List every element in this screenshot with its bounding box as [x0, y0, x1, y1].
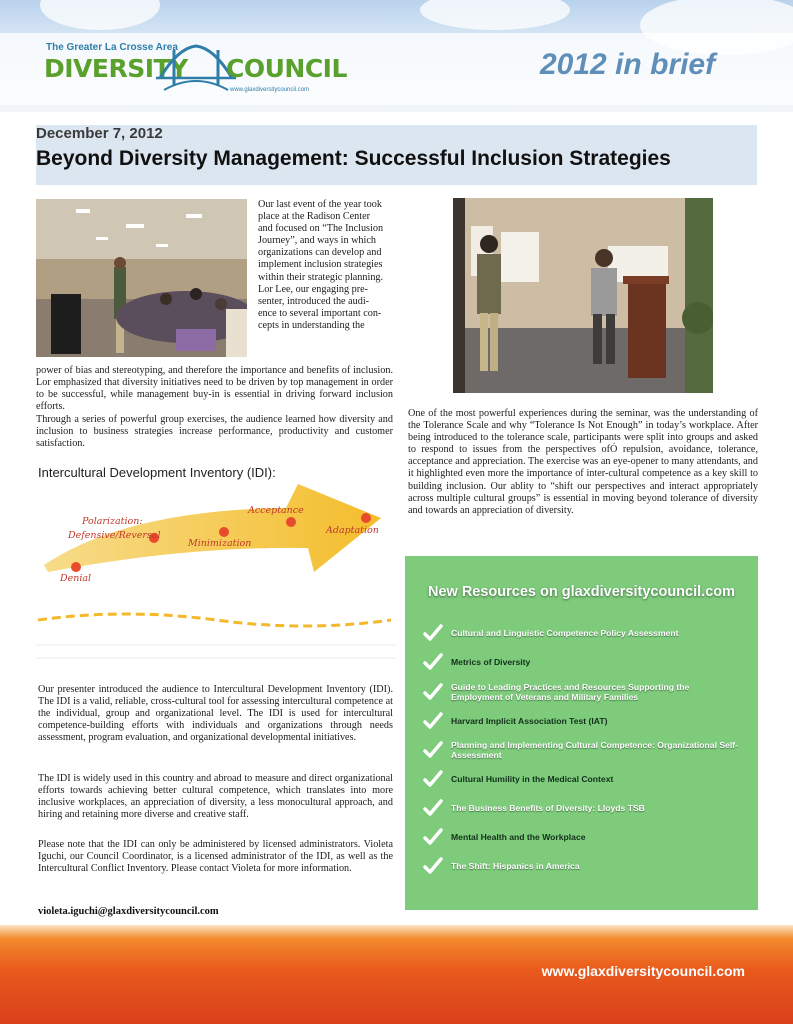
footer-website-link[interactable]: www.glaxdiversitycouncil.com [541, 963, 745, 979]
intro-line: and focused on “The Inclusion [258, 223, 384, 235]
page-footer [0, 925, 793, 1024]
checkmark-icon [423, 770, 443, 788]
resource-label: The Shift: Hispanics in America [451, 861, 580, 871]
bridge-icon [156, 42, 236, 94]
resource-link[interactable] [423, 799, 743, 817]
diversity-council-logo[interactable] [44, 42, 347, 102]
resource-link[interactable] [423, 740, 743, 760]
presenters-photo [453, 198, 713, 393]
paragraph-tolerance: One of the most powerful experiences during the seminar, was the understanding of the Tolerance Scale and why “Tolerance Is Not Enough” in today’s workplace. After being introduced to the tolerance scale, participants were split into groups and asked to respond to issues from the perspectives ofÓ repulsion, avoidance, tolerance, acceptance and appreciation. The exercise was an eye-opener to many attendants, and it highlighted even more the importance of inter-cultural competence as a key skill to building inclusion. Our ablity to “shift our perspectives and interact appropriately across multiple cultural groups” is essential in moving beyond tolerance of diversity and towards an appreciation of diversity. [408, 408, 758, 516]
idi-stage-adaptation: Adaptation [326, 525, 379, 536]
resource-label: The Business Benefits of Diversity: Lloyds TSB [451, 803, 645, 813]
intro-line: within their strategic planning. [258, 271, 384, 283]
checkmark-icon [423, 712, 443, 730]
checkmark-icon [423, 741, 443, 759]
idi-stage-acceptance: Acceptance [248, 505, 304, 516]
logo-tagline: The Greater La Crosse Area [46, 42, 178, 53]
idi-stage-minimization: Minimization [188, 538, 252, 549]
intro-paragraph [258, 199, 393, 332]
resources-box [405, 556, 758, 910]
checkmark-icon [423, 828, 443, 846]
resource-label: Metrics of Diversity [451, 657, 531, 667]
resource-link[interactable] [423, 857, 743, 875]
checkmark-icon [423, 799, 443, 817]
resource-link[interactable] [423, 770, 743, 788]
page-header [0, 0, 793, 112]
contact-email-link[interactable]: violeta.iguchi@glaxdiversitycouncil.com [38, 906, 219, 917]
resource-label: Guide to Leading Practices and Resources Supporting the Employment of Veterans and Military Families [451, 682, 690, 702]
resource-link[interactable] [423, 828, 743, 846]
intro-line: senter, introduced the audi- [258, 295, 370, 307]
resource-label: Cultural Humility in the Medical Context [451, 774, 614, 784]
issue-title: 2012 in brief [540, 48, 716, 81]
idi-stage-defensive: Defensive/Reversal [68, 530, 161, 541]
article-title: Beyond Diversity Management: Successful Inclusion Strategies [36, 147, 671, 170]
checkmark-icon [423, 857, 443, 875]
resource-link[interactable] [423, 653, 743, 671]
intro-line: organizations can develop and [258, 247, 382, 259]
intro-line: ence to several important con- [258, 307, 382, 319]
paragraph-idi: Our presenter introduced the audience to Intercultural Development Inventory (IDI). The IDI is a valid, reliable, cross-cultural tool for assessing intercultural competence at the individual, group and organizational level. The IDI is used for intercultural competence-building efforts with individuals and organizations through needs assessment, program evaluation, and organizational developmental initiatives. [38, 684, 393, 744]
checkmark-icon [423, 653, 443, 671]
paragraph-idi-widely-used: The IDI is widely used in this country and abroad to measure and direct organizational efforts towards achieving better cultural competence, which translates into more inclusive workplaces, an appreciation of diversity, a less monocultural approach, and hiring and retaining more diverse and creative staff. [38, 773, 393, 821]
intro-line: place at the Radison Center [258, 211, 371, 223]
paragraph-licensed-note: Please note that the IDI can only be administered by licensed administrators. Violeta Iguchi, our Council Coordinator, is a licensed administrator of the IDI, as well as the Intercultural Conflict Inventory. Please contact Violeta for more information. [38, 839, 393, 875]
idi-stage-denial: Denial [60, 573, 92, 584]
intro-line: cepts in understanding the [258, 319, 365, 331]
intro-line: Journey”, and ways in which [258, 235, 376, 247]
paragraph-exercises: Through a series of powerful group exercises, the audience learned how diversity and inclusion to business strategies increase performance, productivity and customer satisfaction. [36, 414, 393, 450]
resource-label: Planning and Implementing Cultural Competence: Organizational Self-Assessment [451, 740, 738, 760]
sky-cloud [40, 0, 160, 30]
resources-heading: New Resources on glaxdiversitycouncil.com [427, 584, 736, 600]
conference-room-photo [36, 199, 247, 357]
resource-link[interactable] [423, 682, 743, 702]
logo-word-diversity: DIVERSITY [44, 54, 188, 83]
logo-word-council: COUNCIL [226, 54, 347, 83]
resource-link[interactable] [423, 712, 743, 730]
idi-diagram [36, 480, 396, 670]
resource-label: Mental Health and the Workplace [451, 832, 586, 842]
checkmark-icon [423, 683, 443, 701]
idi-stage-polarization: Polarization: [82, 516, 143, 527]
sky-cloud [420, 0, 570, 30]
intro-line: Our last event of the year took [258, 199, 382, 210]
intro-line: implement inclusion strategies [258, 259, 383, 271]
idi-heading: Intercultural Development Inventory (IDI): [38, 465, 276, 480]
paragraph-inclusion: power of bias and stereotyping, and therefore the importance and benefits of inclusion. Lor emphasized that diversity initiatives need to be driven by top management in order to be successful, while management buy-in is essential in driving forward inclusion efforts. [36, 365, 393, 413]
article-date: December 7, 2012 [36, 125, 163, 142]
intro-line: Lor Lee, our engaging pre- [258, 283, 369, 295]
article-title-block [36, 125, 757, 185]
resource-label: Harvard Implicit Association Test (IAT) [451, 716, 608, 726]
resource-link[interactable] [423, 624, 743, 642]
resource-label: Cultural and Linguistic Competence Policy Assessment [451, 628, 679, 638]
checkmark-icon [423, 624, 443, 642]
logo-url[interactable]: www.glaxdiversitycouncil.com [230, 87, 310, 93]
